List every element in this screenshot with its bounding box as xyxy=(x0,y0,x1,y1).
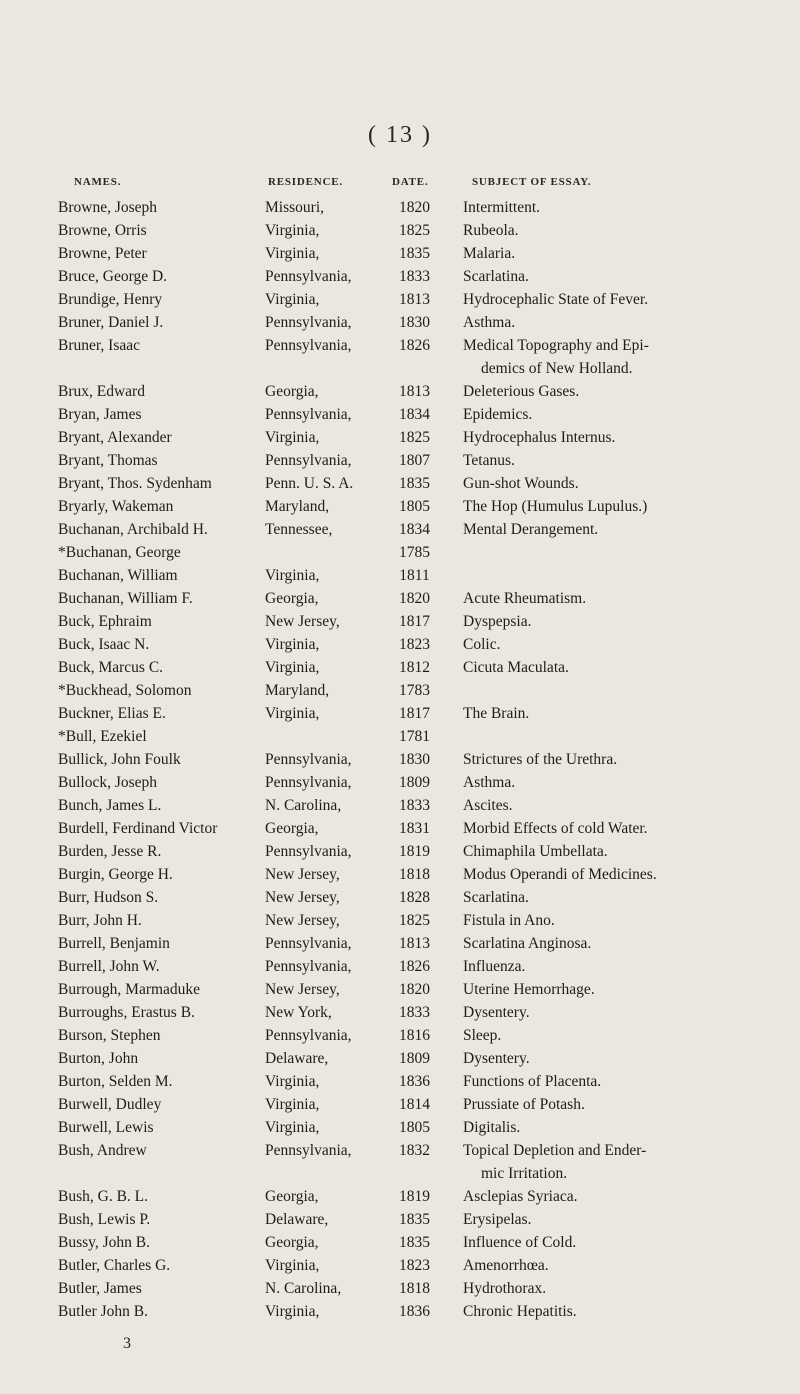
essay-subject xyxy=(463,817,785,840)
essay-subject-line: Amenorrhœa. xyxy=(463,1257,549,1274)
essay-subject xyxy=(463,1024,785,1047)
residence: Missouri, xyxy=(265,199,324,216)
essay-subject xyxy=(463,288,785,311)
student-name: Bunch, James L. xyxy=(58,797,162,814)
graduation-year: 1835 xyxy=(399,1211,430,1228)
essay-subject-line: Mental Derangement. xyxy=(463,521,599,538)
residence: Georgia, xyxy=(265,1188,319,1205)
student-name: Bruner, Daniel J. xyxy=(58,314,164,331)
essay-subject-line: Sleep. xyxy=(463,1027,502,1044)
table-row xyxy=(0,725,800,748)
table-row xyxy=(0,403,800,426)
graduation-year: 1828 xyxy=(399,889,430,906)
essay-subject-line: Scarlatina. xyxy=(463,889,529,906)
essay-subject xyxy=(463,932,785,955)
essay-subject xyxy=(463,610,785,633)
table-row xyxy=(0,932,800,955)
residence: Pennsylvania, xyxy=(265,958,352,975)
table-row xyxy=(0,242,800,265)
graduation-year: 1814 xyxy=(399,1096,430,1113)
essay-subject xyxy=(463,472,785,495)
table-row xyxy=(0,196,800,219)
residence: Virginia, xyxy=(265,222,320,239)
residence: New Jersey, xyxy=(265,866,340,883)
graduation-year: 1836 xyxy=(399,1303,430,1320)
residence: Pennsylvania, xyxy=(265,406,352,423)
graduation-year: 1825 xyxy=(399,912,430,929)
essay-subject xyxy=(463,380,785,403)
residence: Maryland, xyxy=(265,682,330,699)
essay-subject xyxy=(463,794,785,817)
essay-subject-line: Dyspepsia. xyxy=(463,613,532,630)
table-row xyxy=(0,219,800,242)
essay-subject xyxy=(463,311,785,334)
essay-subject xyxy=(463,978,785,1001)
graduation-year: 1820 xyxy=(399,590,430,607)
student-name: Burwell, Dudley xyxy=(58,1096,162,1113)
graduation-year: 1834 xyxy=(399,406,430,423)
student-name: Bryant, Thomas xyxy=(58,452,158,469)
residence: Georgia, xyxy=(265,820,319,837)
graduation-year: 1819 xyxy=(399,843,430,860)
essay-subject xyxy=(463,403,785,426)
graduation-year: 1835 xyxy=(399,475,430,492)
table-row xyxy=(0,334,800,380)
student-name: Burrell, Benjamin xyxy=(58,935,170,952)
essay-subject-line: The Brain. xyxy=(463,705,530,722)
student-name: Burdell, Ferdinand Victor xyxy=(58,820,218,837)
column-header-date: DATE. xyxy=(392,176,429,188)
graduation-year: 1805 xyxy=(399,1119,430,1136)
residence: Delaware, xyxy=(265,1050,329,1067)
graduation-year: 1826 xyxy=(399,958,430,975)
essay-subject-line: Asclepias Syriaca. xyxy=(463,1188,578,1205)
essay-subject-line: Deleterious Gases. xyxy=(463,383,580,400)
student-name: Brux, Edward xyxy=(58,383,145,400)
essay-subject xyxy=(463,1047,785,1070)
graduation-year: 1809 xyxy=(399,1050,430,1067)
student-name: Brundige, Henry xyxy=(58,291,163,308)
table-row xyxy=(0,978,800,1001)
essay-subject-line: The Hop (Humulus Lupulus.) xyxy=(463,498,648,515)
table-row xyxy=(0,863,800,886)
essay-subject-line: Dysentery. xyxy=(463,1050,530,1067)
essay-subject xyxy=(463,702,785,725)
essay-subject xyxy=(463,495,785,518)
graduation-year: 1835 xyxy=(399,1234,430,1251)
residence: Pennsylvania, xyxy=(265,452,352,469)
student-name: Burden, Jesse R. xyxy=(58,843,162,860)
essay-subject xyxy=(463,449,785,472)
table-row xyxy=(0,1024,800,1047)
column-header-names: NAMES. xyxy=(74,176,122,188)
essay-subject-line: Acute Rheumatism. xyxy=(463,590,587,607)
essay-subject-line: Digitalis. xyxy=(463,1119,521,1136)
essay-subject-line: Gun-shot Wounds. xyxy=(463,475,579,492)
table-row xyxy=(0,495,800,518)
graduation-year: 1835 xyxy=(399,245,430,262)
essay-subject-line: Erysipelas. xyxy=(463,1211,532,1228)
graduation-year: 1783 xyxy=(399,682,430,699)
graduation-year: 1813 xyxy=(399,291,430,308)
residence: New Jersey, xyxy=(265,912,340,929)
residence: Virginia, xyxy=(265,1303,320,1320)
essay-subject xyxy=(463,1277,785,1300)
table-row xyxy=(0,1070,800,1093)
table-row xyxy=(0,472,800,495)
table-row xyxy=(0,1116,800,1139)
essay-subject-continuation: demics of New Holland. xyxy=(481,360,633,377)
residence: Pennsylvania, xyxy=(265,935,352,952)
table-row xyxy=(0,1139,800,1185)
table-row xyxy=(0,1185,800,1208)
table-row xyxy=(0,909,800,932)
essay-subject xyxy=(463,955,785,978)
essay-subject-line: Asthma. xyxy=(463,774,516,791)
graduation-year: 1805 xyxy=(399,498,430,515)
graduation-year: 1836 xyxy=(399,1073,430,1090)
residence: New Jersey, xyxy=(265,613,340,630)
student-name: Buchanan, William F. xyxy=(58,590,193,607)
residence: New Jersey, xyxy=(265,889,340,906)
graduation-year: 1823 xyxy=(399,1257,430,1274)
student-name: Buck, Marcus C. xyxy=(58,659,164,676)
table-row xyxy=(0,702,800,725)
student-name: Bullick, John Foulk xyxy=(58,751,181,768)
graduation-year: 1830 xyxy=(399,751,430,768)
essay-subject-line: Uterine Hemorrhage. xyxy=(463,981,595,998)
essay-subject xyxy=(463,863,785,886)
student-name: Burrough, Marmaduke xyxy=(58,981,201,998)
essay-subject xyxy=(463,909,785,932)
essay-subject-line: Colic. xyxy=(463,636,501,653)
essay-subject xyxy=(463,265,785,288)
table-row xyxy=(0,748,800,771)
essay-subject-line: Chimaphila Umbellata. xyxy=(463,843,608,860)
essay-subject xyxy=(463,840,785,863)
essay-subject-line: Ascites. xyxy=(463,797,513,814)
essay-subject xyxy=(463,1185,785,1208)
residence: Virginia, xyxy=(265,659,320,676)
essay-subject-line: Hydrocephalic State of Fever. xyxy=(463,291,649,308)
residence: N. Carolina, xyxy=(265,797,342,814)
graduation-year: 1833 xyxy=(399,1004,430,1021)
residence: Delaware, xyxy=(265,1211,329,1228)
table-row xyxy=(0,679,800,702)
essay-register-table xyxy=(0,196,800,1323)
student-name: Burr, John H. xyxy=(58,912,142,929)
essay-subject-line: Tetanus. xyxy=(463,452,515,469)
table-row xyxy=(0,886,800,909)
residence: Virginia, xyxy=(265,245,320,262)
graduation-year: 1817 xyxy=(399,613,430,630)
graduation-year: 1834 xyxy=(399,521,430,538)
graduation-year: 1816 xyxy=(399,1027,430,1044)
essay-subject xyxy=(463,748,785,771)
essay-subject-line: Modus Operandi of Medicines. xyxy=(463,866,657,883)
table-row xyxy=(0,794,800,817)
essay-subject-line: Rubeola. xyxy=(463,222,519,239)
graduation-year: 1825 xyxy=(399,222,430,239)
essay-subject-line: Prussiate of Potash. xyxy=(463,1096,585,1113)
student-name: Bush, Andrew xyxy=(58,1142,147,1159)
residence: Virginia, xyxy=(265,291,320,308)
essay-subject-line: Functions of Placenta. xyxy=(463,1073,602,1090)
table-row xyxy=(0,955,800,978)
essay-subject-line: Influenza. xyxy=(463,958,526,975)
residence: Virginia, xyxy=(265,636,320,653)
table-row xyxy=(0,1047,800,1070)
essay-subject-line: Malaria. xyxy=(463,245,516,262)
essay-subject-continuation: mic Irritation. xyxy=(481,1165,568,1182)
student-name: Buchanan, William xyxy=(58,567,178,584)
essay-subject xyxy=(463,656,785,679)
essay-subject xyxy=(463,518,785,541)
essay-subject-line: Morbid Effects of cold Water. xyxy=(463,820,648,837)
residence: N. Carolina, xyxy=(265,1280,342,1297)
table-row xyxy=(0,1254,800,1277)
essay-subject xyxy=(463,426,785,449)
graduation-year: 1833 xyxy=(399,797,430,814)
student-name: Burton, John xyxy=(58,1050,139,1067)
essay-subject xyxy=(463,633,785,656)
essay-subject-line: Asthma. xyxy=(463,314,516,331)
student-name: Buck, Ephraim xyxy=(58,613,152,630)
residence: Pennsylvania, xyxy=(265,751,352,768)
residence: Virginia, xyxy=(265,1257,320,1274)
essay-subject-line: Scarlatina. xyxy=(463,268,529,285)
residence: Pennsylvania, xyxy=(265,843,352,860)
graduation-year: 1811 xyxy=(399,567,430,584)
student-name: Buckner, Elias E. xyxy=(58,705,166,722)
residence: New Jersey, xyxy=(265,981,340,998)
table-row xyxy=(0,610,800,633)
residence: New York, xyxy=(265,1004,332,1021)
essay-subject xyxy=(463,1116,785,1139)
residence: Georgia, xyxy=(265,1234,319,1251)
student-name: Browne, Peter xyxy=(58,245,147,262)
table-row xyxy=(0,633,800,656)
table-row xyxy=(0,449,800,472)
essay-subject xyxy=(463,242,785,265)
student-name: Bruner, Isaac xyxy=(58,337,141,354)
residence: Virginia, xyxy=(265,705,320,722)
column-header-residence: RESIDENCE. xyxy=(268,176,343,188)
essay-subject xyxy=(463,196,785,219)
residence: Georgia, xyxy=(265,590,319,607)
student-name: *Buchanan, George xyxy=(58,544,181,561)
table-row xyxy=(0,587,800,610)
essay-subject xyxy=(463,1070,785,1093)
table-row xyxy=(0,1001,800,1024)
table-row xyxy=(0,380,800,403)
essay-subject-line: Influence of Cold. xyxy=(463,1234,577,1251)
student-name: Browne, Joseph xyxy=(58,199,158,216)
student-name: *Bull, Ezekiel xyxy=(58,728,147,745)
student-name: Browne, Orris xyxy=(58,222,147,239)
essay-subject xyxy=(463,1093,785,1116)
table-row xyxy=(0,771,800,794)
residence: Virginia, xyxy=(265,1119,320,1136)
student-name: Burwell, Lewis xyxy=(58,1119,154,1136)
graduation-year: 1823 xyxy=(399,636,430,653)
essay-subject xyxy=(463,219,785,242)
student-name: Bush, G. B. L. xyxy=(58,1188,148,1205)
student-name: Burson, Stephen xyxy=(58,1027,161,1044)
table-row xyxy=(0,1231,800,1254)
graduation-year: 1820 xyxy=(399,981,430,998)
student-name: Bryarly, Wakeman xyxy=(58,498,174,515)
essay-subject xyxy=(463,1001,785,1024)
student-name: Bush, Lewis P. xyxy=(58,1211,151,1228)
essay-subject xyxy=(463,1139,785,1185)
student-name: Butler John B. xyxy=(58,1303,148,1320)
essay-subject xyxy=(463,1208,785,1231)
residence: Georgia, xyxy=(265,383,319,400)
student-name: Burroughs, Erastus B. xyxy=(58,1004,195,1021)
student-name: Butler, James xyxy=(58,1280,142,1297)
graduation-year: 1819 xyxy=(399,1188,430,1205)
graduation-year: 1832 xyxy=(399,1142,430,1159)
graduation-year: 1813 xyxy=(399,935,430,952)
essay-subject xyxy=(463,1231,785,1254)
table-row xyxy=(0,1277,800,1300)
table-row xyxy=(0,541,800,564)
table-row xyxy=(0,1300,800,1323)
table-row xyxy=(0,311,800,334)
student-name: Bryant, Alexander xyxy=(58,429,172,446)
graduation-year: 1809 xyxy=(399,774,430,791)
graduation-year: 1817 xyxy=(399,705,430,722)
residence: Pennsylvania, xyxy=(265,337,352,354)
student-name: Burton, Selden M. xyxy=(58,1073,173,1090)
residence: Pennsylvania, xyxy=(265,1142,352,1159)
page-number-header: ( 13 ) xyxy=(368,122,432,148)
table-row xyxy=(0,817,800,840)
residence: Pennsylvania, xyxy=(265,774,352,791)
residence: Pennsylvania, xyxy=(265,1027,352,1044)
student-name: Buchanan, Archibald H. xyxy=(58,521,208,538)
table-row xyxy=(0,288,800,311)
table-row xyxy=(0,1208,800,1231)
essay-subject xyxy=(463,334,785,380)
table-row xyxy=(0,656,800,679)
graduation-year: 1813 xyxy=(399,383,430,400)
column-header-subject: SUBJECT OF ESSAY. xyxy=(472,176,592,188)
essay-subject xyxy=(463,587,785,610)
table-row xyxy=(0,518,800,541)
graduation-year: 1785 xyxy=(399,544,430,561)
essay-subject-line: Hydrothorax. xyxy=(463,1280,547,1297)
graduation-year: 1781 xyxy=(399,728,430,745)
table-row xyxy=(0,265,800,288)
residence: Maryland, xyxy=(265,498,330,515)
student-name: Bryan, James xyxy=(58,406,142,423)
essay-subject xyxy=(463,771,785,794)
essay-subject-line: Epidemics. xyxy=(463,406,533,423)
residence: Virginia, xyxy=(265,1073,320,1090)
essay-subject-line: Cicuta Maculata. xyxy=(463,659,569,676)
student-name: Burr, Hudson S. xyxy=(58,889,159,906)
residence: Penn. U. S. A. xyxy=(265,475,354,492)
graduation-year: 1818 xyxy=(399,1280,430,1297)
student-name: *Buckhead, Solomon xyxy=(58,682,192,699)
student-name: Bussy, John B. xyxy=(58,1234,151,1251)
residence: Pennsylvania, xyxy=(265,314,352,331)
graduation-year: 1812 xyxy=(399,659,430,676)
essay-subject-line: Topical Depletion and Ender- xyxy=(463,1142,647,1159)
table-row xyxy=(0,564,800,587)
residence: Virginia, xyxy=(265,567,320,584)
student-name: Buck, Isaac N. xyxy=(58,636,150,653)
essay-subject-line: Strictures of the Urethra. xyxy=(463,751,618,768)
essay-subject-line: Intermittent. xyxy=(463,199,541,216)
graduation-year: 1833 xyxy=(399,268,430,285)
graduation-year: 1807 xyxy=(399,452,430,469)
graduation-year: 1818 xyxy=(399,866,430,883)
student-name: Bryant, Thos. Sydenham xyxy=(58,475,212,492)
essay-subject-line: Hydrocephalus Internus. xyxy=(463,429,616,446)
essay-subject xyxy=(463,1300,785,1323)
essay-subject-line: Dysentery. xyxy=(463,1004,530,1021)
signature-mark: 3 xyxy=(123,1335,131,1352)
essay-subject xyxy=(463,1254,785,1277)
graduation-year: 1830 xyxy=(399,314,430,331)
student-name: Burgin, George H. xyxy=(58,866,173,883)
table-row xyxy=(0,840,800,863)
residence: Tennessee, xyxy=(265,521,333,538)
essay-subject-line: Fistula in Ano. xyxy=(463,912,555,929)
student-name: Butler, Charles G. xyxy=(58,1257,171,1274)
student-name: Burrell, John W. xyxy=(58,958,160,975)
graduation-year: 1831 xyxy=(399,820,430,837)
essay-subject-line: Scarlatina Anginosa. xyxy=(463,935,592,952)
graduation-year: 1820 xyxy=(399,199,430,216)
residence: Virginia, xyxy=(265,429,320,446)
essay-subject-line: Medical Topography and Epi- xyxy=(463,337,649,354)
table-row xyxy=(0,1093,800,1116)
student-name: Bruce, George D. xyxy=(58,268,168,285)
student-name: Bullock, Joseph xyxy=(58,774,158,791)
graduation-year: 1826 xyxy=(399,337,430,354)
graduation-year: 1825 xyxy=(399,429,430,446)
residence: Virginia, xyxy=(265,1096,320,1113)
residence: Pennsylvania, xyxy=(265,268,352,285)
essay-subject xyxy=(463,886,785,909)
essay-subject-line: Chronic Hepatitis. xyxy=(463,1303,577,1320)
table-row xyxy=(0,426,800,449)
